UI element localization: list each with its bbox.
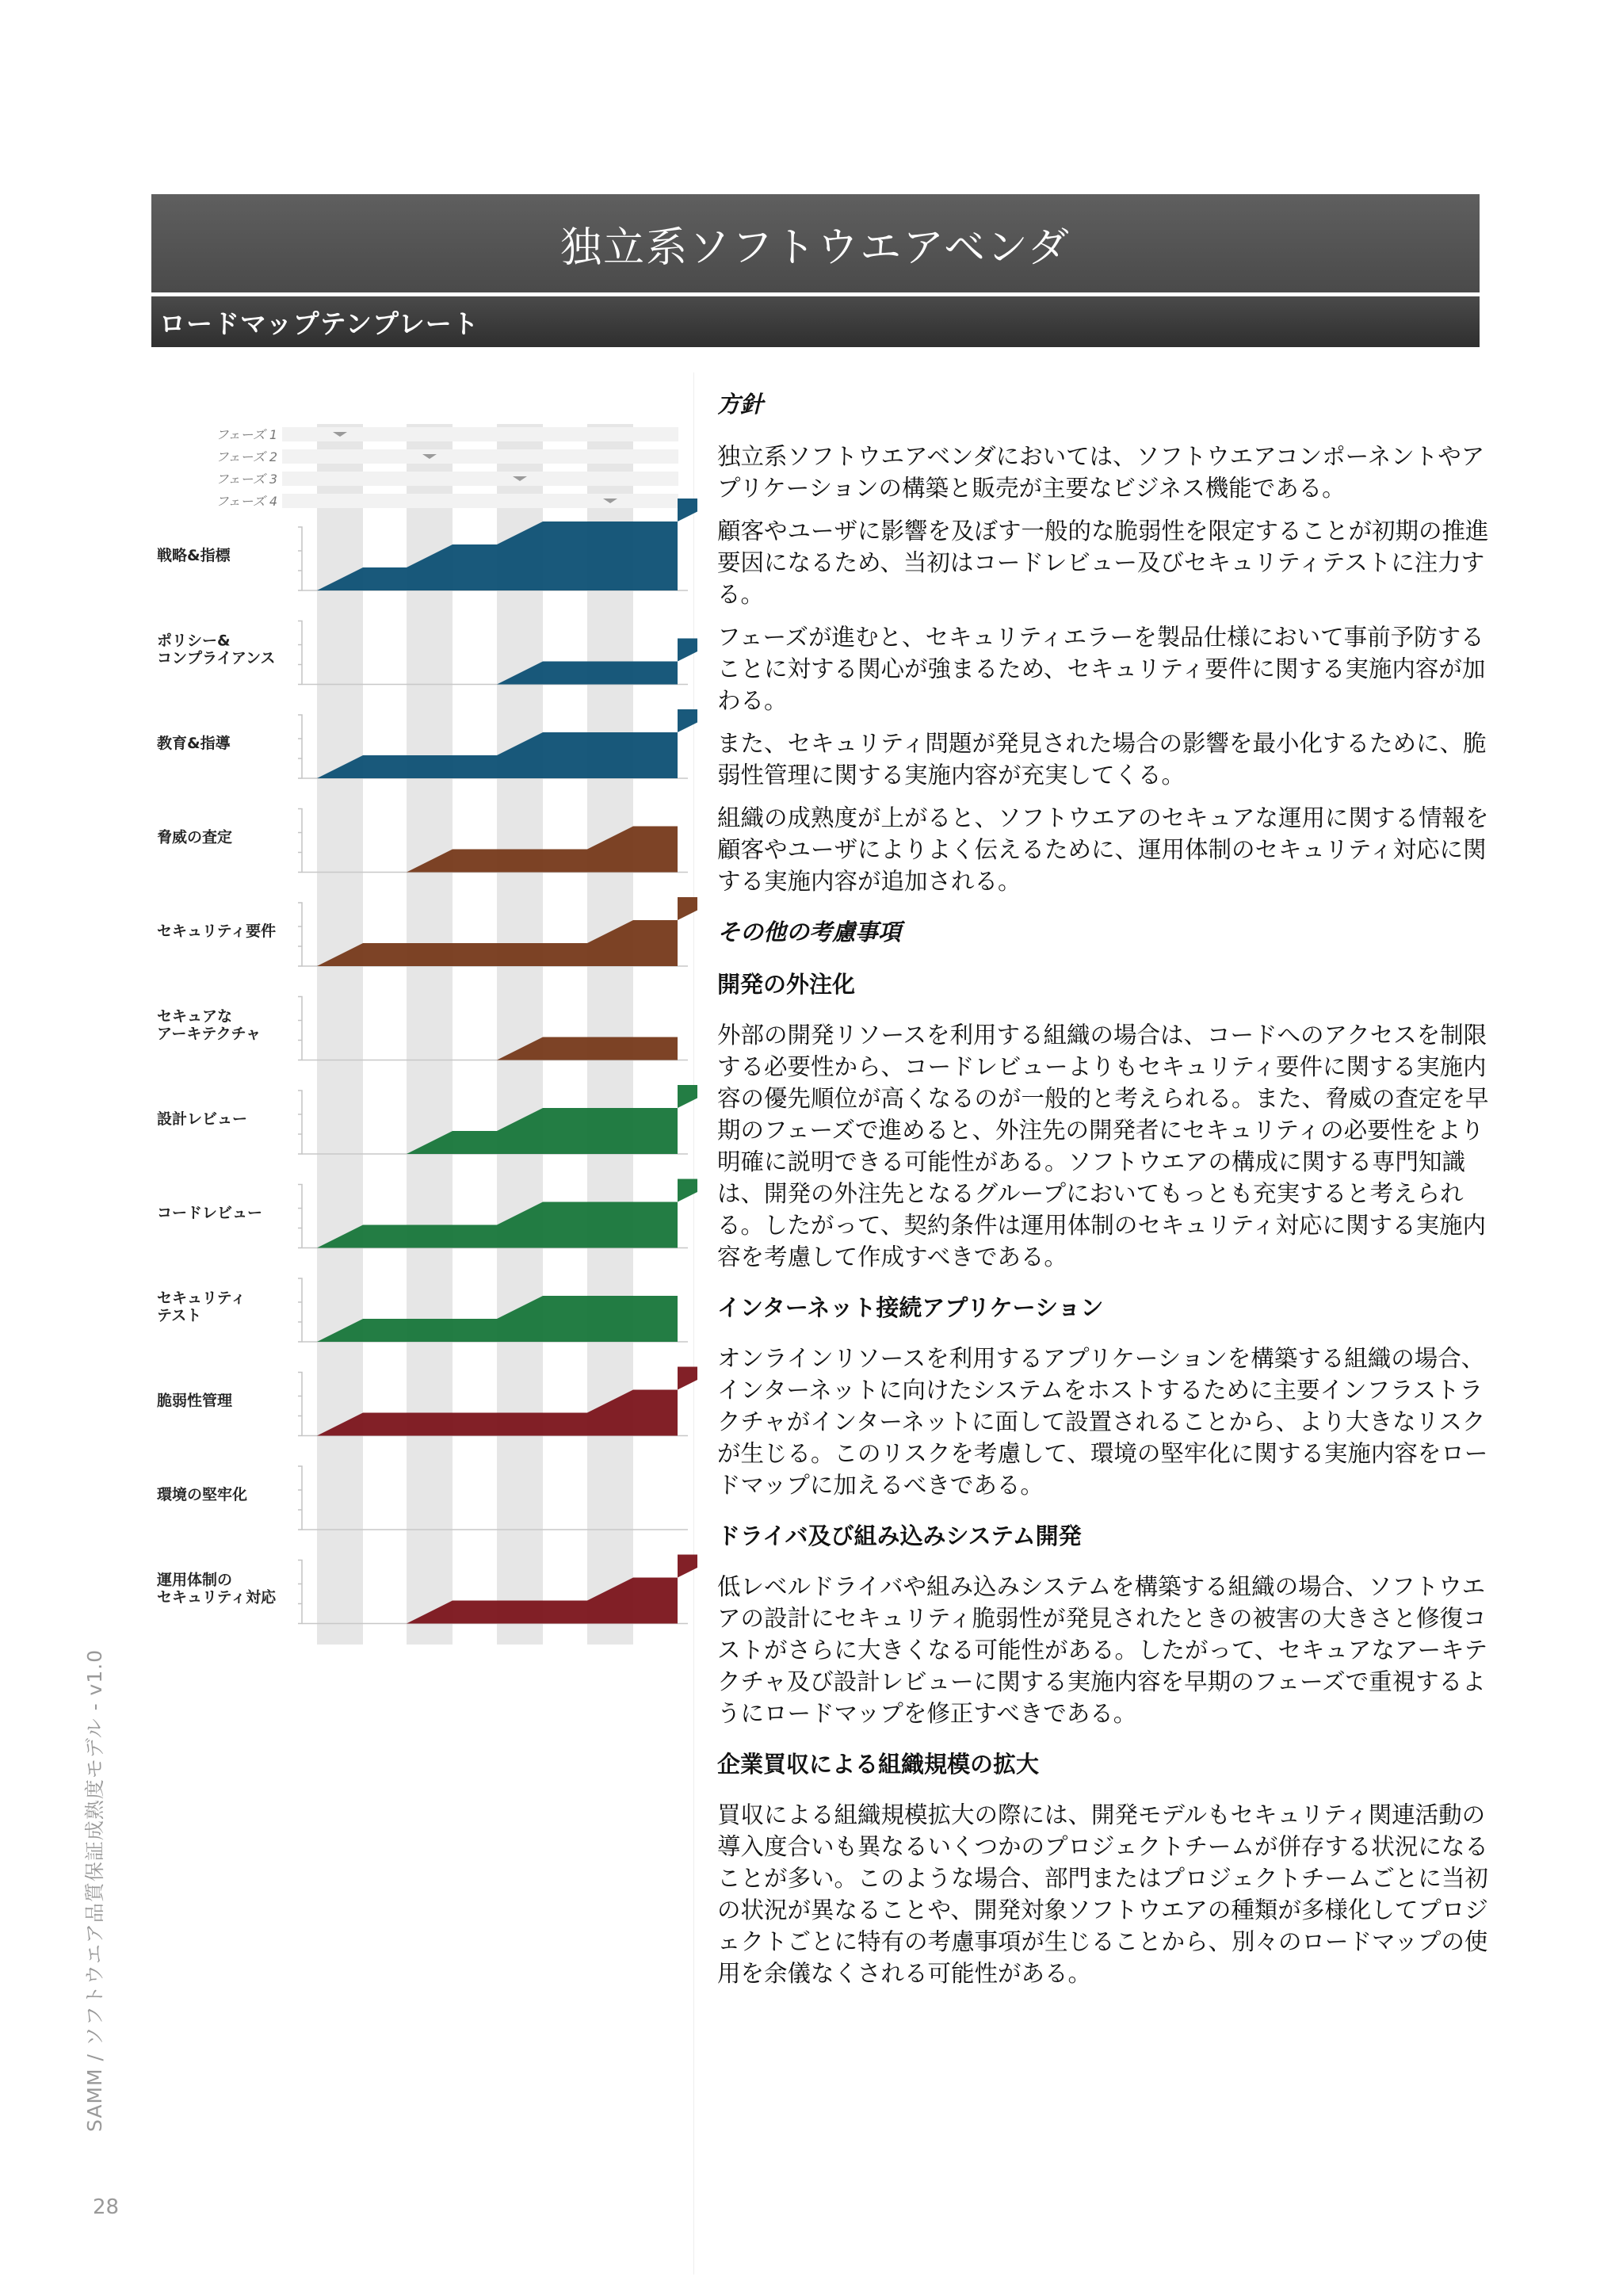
document-side-title: SAMM / ソフトウエア品質保証成熟度モデル - v1.0 bbox=[83, 1648, 106, 2132]
section-heading: 企業買収による組織規模の拡大 bbox=[717, 1751, 1040, 1778]
practice-label: 環境の堅牢化 bbox=[157, 1486, 248, 1503]
practice-label: セキュリティ対応 bbox=[157, 1588, 277, 1606]
practice-label: 脅威の査定 bbox=[157, 828, 233, 846]
practice-label: テスト bbox=[157, 1307, 202, 1324]
section-title: ロードマップテンプレート bbox=[159, 308, 479, 339]
row-bracket bbox=[298, 1373, 302, 1436]
phase-bar bbox=[282, 449, 678, 464]
practice-label: 脆弱性管理 bbox=[157, 1392, 233, 1410]
phase-column bbox=[317, 424, 363, 1645]
practice-label: セキュリティ要件 bbox=[157, 923, 277, 940]
row-bracket bbox=[298, 527, 302, 590]
row-bracket bbox=[298, 997, 302, 1060]
text-column bbox=[717, 388, 1494, 2000]
row-bracket bbox=[298, 1091, 302, 1154]
phase-bar bbox=[282, 472, 678, 486]
policy-paragraph: 組織の成熟度が上がると、ソフトウエアのセキュアな運用に関する情報を顧客やユーザによりよく伝えるために、運用体制のセキュリティ対応に関する実施内容が追加される。 bbox=[717, 804, 1489, 895]
row-bracket bbox=[298, 809, 302, 873]
section-text: 外部の開発リソースを利用する組織の場合は、コードへのアクセスを制限する必要性から、コードレビューよりもセキュリティ要件に関する実施内容の優先順位が高くなるのが一般的と考えられる。また、脅威の査定を早期のフェーズで進めると、外注先の開発者にセキュリティの必要性をより明確に説明できる可能性がある。ソフトウエアの構成に関する専門知識は、開発の外注先となるグループにおいてもっとも充実すると考えられる。したがって、契約条件は運用体制のセキュリティ対応に関する実施内容を考慮して作成すべきである。 bbox=[717, 1022, 1489, 1270]
page-title: 独立系ソフトウエアベンダ bbox=[560, 223, 1071, 272]
policy-paragraph: 顧客やユーザに影響を及ぼす一般的な脆弱性を限定することが初期の推進要因になるため、当初はコードレビュー及びセキュリティテストに注力する。 bbox=[717, 518, 1489, 608]
policy-paragraph: また、セキュリティ問題が発見された場合の影響を最小化するために、脆弱性管理に関する実施内容が充実してくる。 bbox=[717, 730, 1487, 789]
phase-label: フェーズ 2 bbox=[216, 449, 277, 464]
phase-column bbox=[407, 424, 453, 1645]
page-number: 28 bbox=[93, 2195, 120, 2219]
row-bracket bbox=[298, 903, 302, 966]
section-text: 買収による組織規模拡大の際には、開発モデルもセキュリティ関連活動の導入度合いも異なるいくつかのプロジェクトチームが併存する状況になることが多い。このような場合、部門またはプロジェクトチームごとに当初の状況が異なることや、開発対象ソフトウエアの種類が多様化してプロジェクトごとに特有の考慮事項が生じることから、別々のロードマップの使用を余儀なくされる可能性がある。 bbox=[717, 1801, 1488, 1987]
row-bracket bbox=[298, 621, 302, 685]
other-considerations-heading: その他の考慮事項 bbox=[717, 919, 902, 946]
practice-label: セキュリティ bbox=[157, 1289, 246, 1307]
practice-label: 戦略&指標 bbox=[157, 547, 231, 564]
phase-bar bbox=[282, 494, 678, 508]
practice-label: 運用体制の bbox=[157, 1571, 233, 1589]
row-bracket bbox=[298, 1466, 302, 1530]
phase-label: フェーズ 4 bbox=[216, 494, 277, 509]
phase-label: フェーズ 1 bbox=[216, 427, 277, 442]
policy-heading: 方針 bbox=[717, 391, 764, 418]
row-bracket bbox=[298, 1278, 302, 1342]
phase-column bbox=[587, 424, 633, 1645]
section-heading: 開発の外注化 bbox=[717, 971, 856, 998]
row-bracket bbox=[298, 715, 302, 778]
section-text: オンラインリソースを利用するアプリケーションを構築する組織の場合、インターネットに向けたシステムをホストするために主要インフラストラクチャがインターネットに面して設置されることから、より大きなリスクが生じる。このリスクを考慮して、環境の堅牢化に関する実施内容をロードマップに加えるべきである。 bbox=[717, 1345, 1488, 1499]
practice-label: セキュアな bbox=[157, 1007, 233, 1026]
section-heading: インターネット接続アプリケーション bbox=[717, 1294, 1104, 1321]
practice-label: コンプライアンス bbox=[157, 649, 276, 667]
phase-column bbox=[497, 424, 543, 1645]
practice-label: アーキテクチャ bbox=[157, 1025, 262, 1043]
row-bracket bbox=[298, 1561, 302, 1624]
section-heading: ドライバ及び組み込みシステム開発 bbox=[717, 1522, 1082, 1549]
roadmap-diagram bbox=[0, 0, 697, 1664]
practice-label: ポリシー& bbox=[157, 632, 231, 650]
row-bracket bbox=[298, 1185, 302, 1248]
section-text: 低レベルドライバや組み込みシステムを構築する組織の場合、ソフトウエアの設計にセキュリティ脆弱性が発見されたときの被害の大きさと修復コストがさらに大きくなる可能性がある。したがって、セキュアなアーキテクチャ及び設計レビューに関する実施内容を早期のフェーズで重視するようにロードマップを修正すべきである。 bbox=[717, 1573, 1488, 1727]
practice-label: コードレビュー bbox=[157, 1204, 263, 1222]
practice-label: 教育&指導 bbox=[157, 735, 231, 752]
phase-label: フェーズ 3 bbox=[216, 472, 277, 487]
policy-paragraph: フェーズが進むと、セキュリティエラーを製品仕様において事前予防することに対する関心が強まるため、セキュリティ要件に関する実施内容が加わる。 bbox=[717, 624, 1486, 714]
practice-label: 設計レビュー bbox=[157, 1110, 248, 1128]
policy-paragraph: 独立系ソフトウエアベンダにおいては、ソフトウエアコンポーネントやアプリケーションの構築と販売が主要なビジネス機能である。 bbox=[717, 443, 1485, 502]
